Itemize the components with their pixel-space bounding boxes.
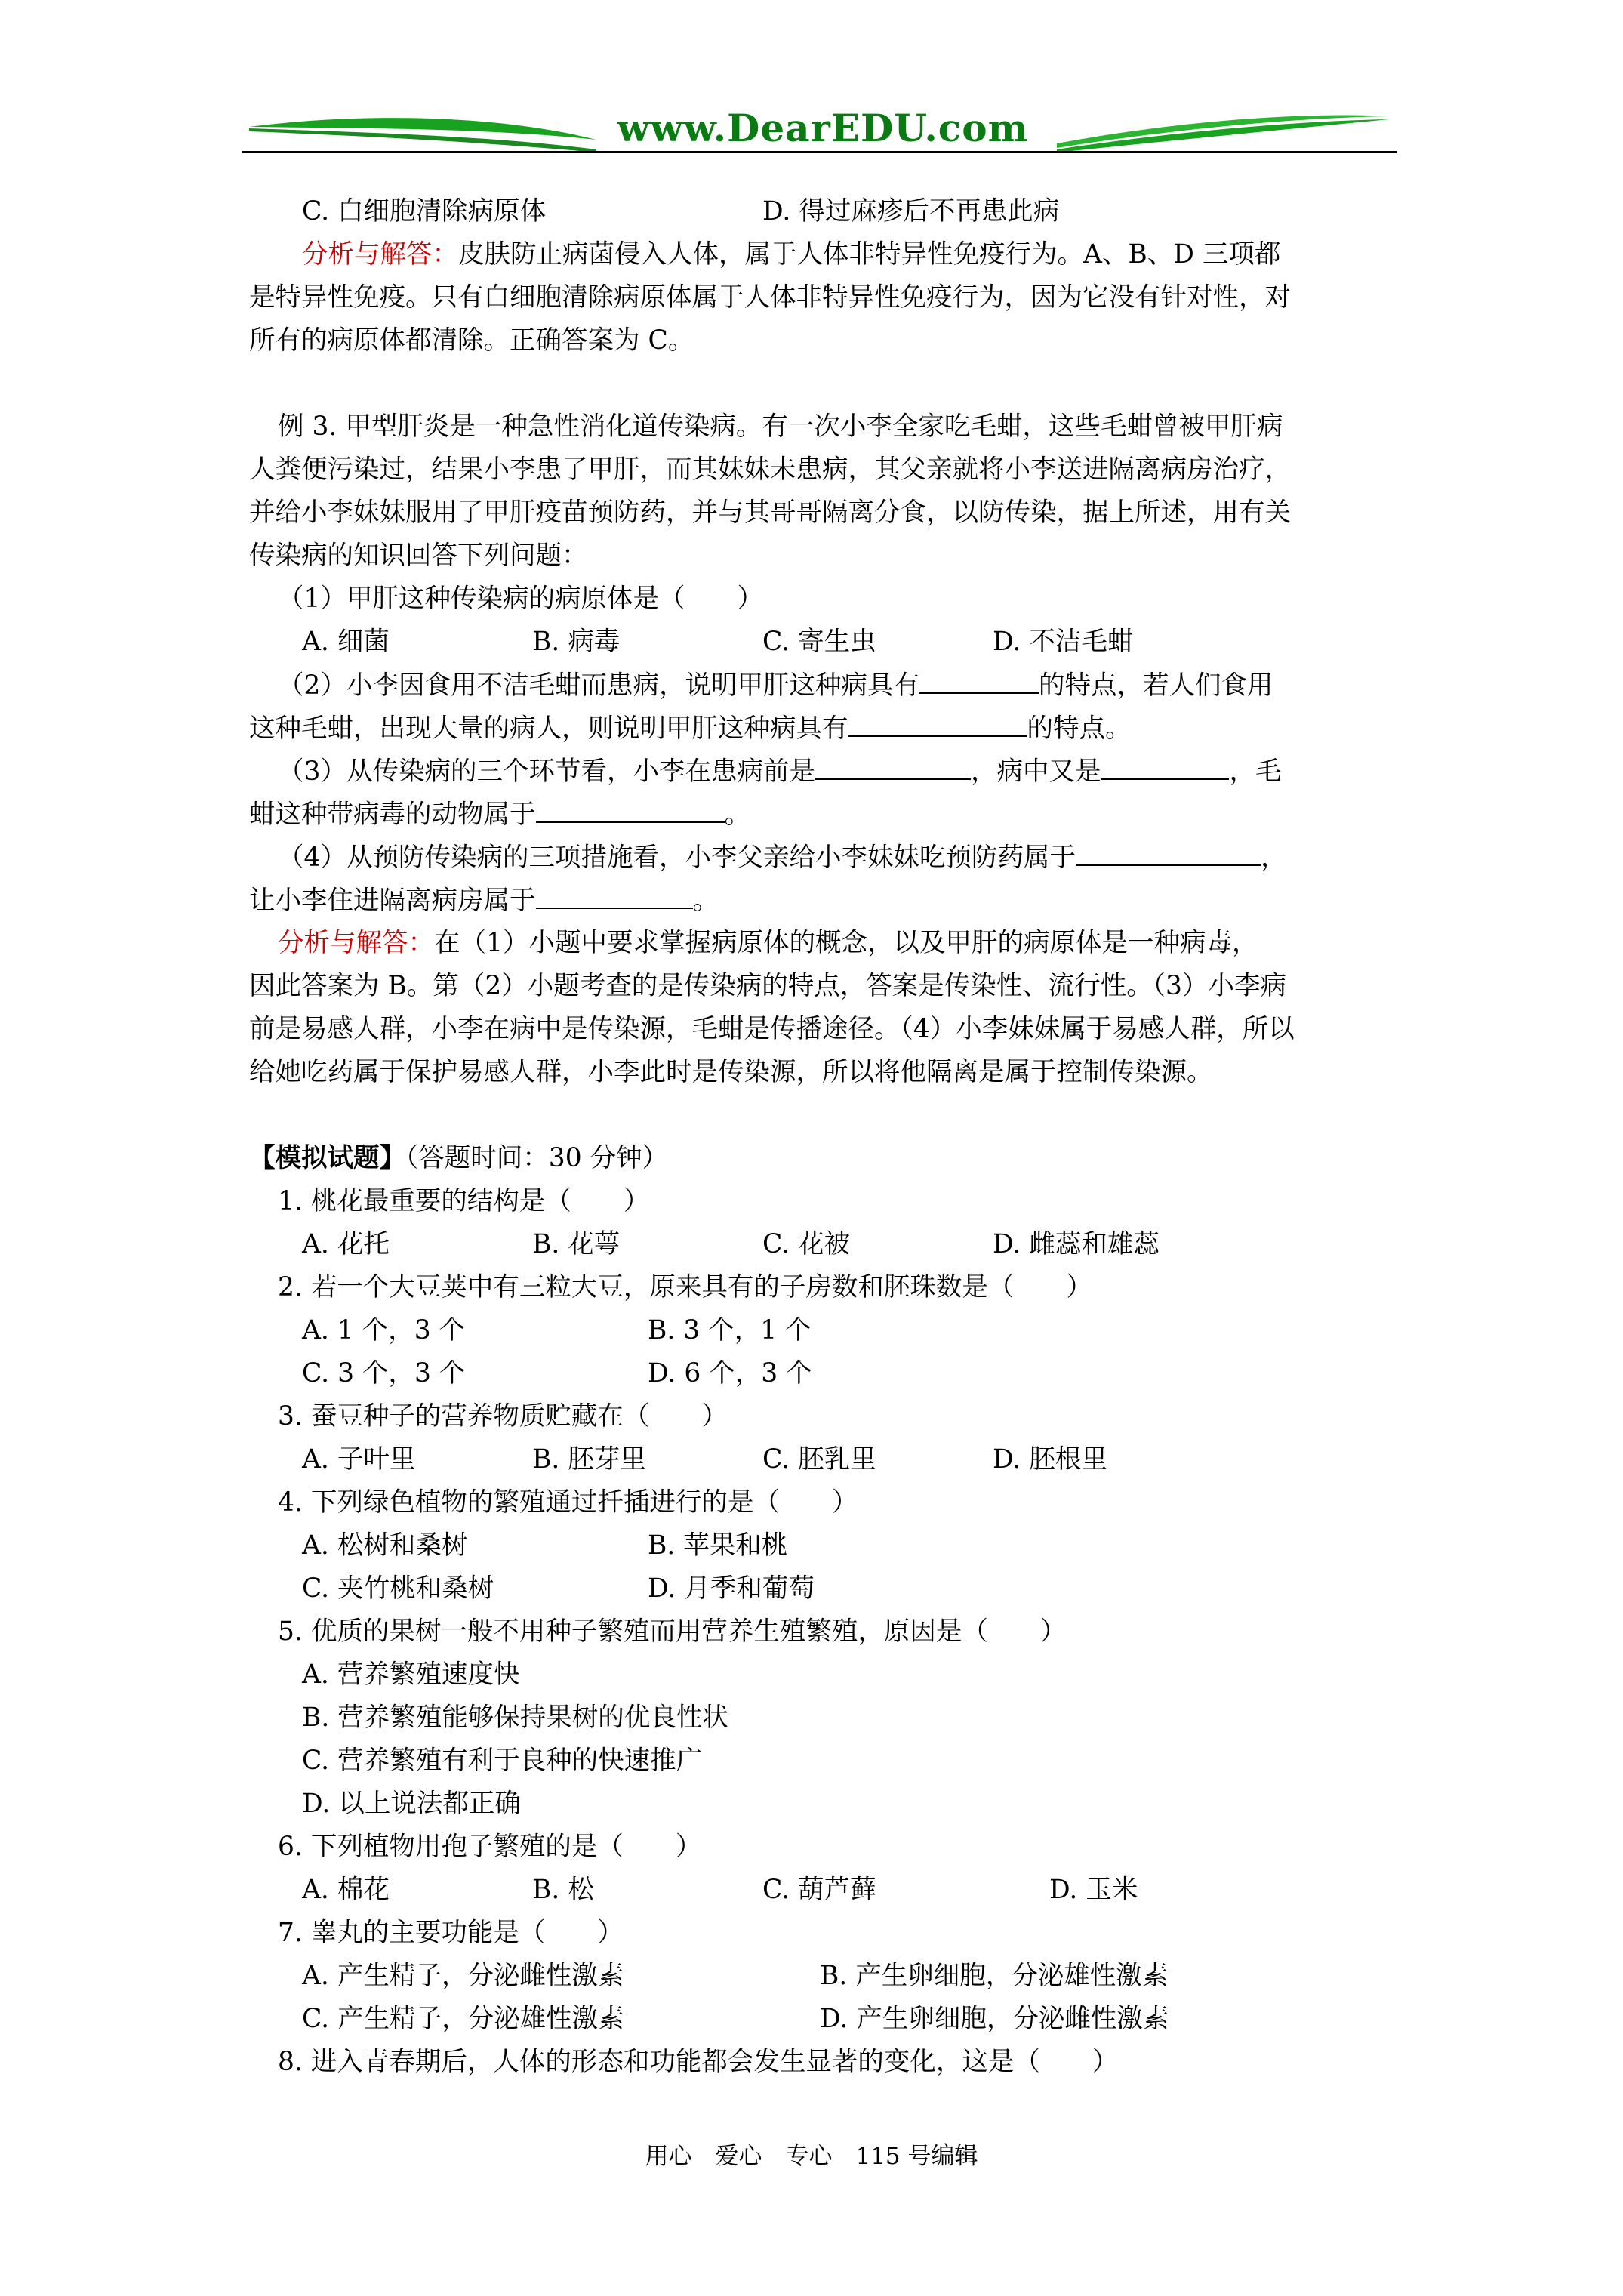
question-options xyxy=(249,1438,1397,1481)
option: A. 松树和桑树 xyxy=(302,1530,468,1561)
question-stem: 8. 进入青春期后，人体的形态和功能都会发生显著的变化，这是（ ） xyxy=(278,2047,1119,2077)
question-options xyxy=(249,1352,1397,1395)
option: D. 产生卵细胞，分泌雌性激素 xyxy=(820,2004,1169,2034)
question-options xyxy=(249,1567,1397,1610)
paragraph-line xyxy=(249,707,1397,750)
option: C. 胚乳里 xyxy=(762,1444,876,1475)
section-heading xyxy=(249,1137,1397,1180)
option: D. 月季和葡萄 xyxy=(648,1573,815,1604)
option: A. 子叶里 xyxy=(302,1444,416,1475)
document-body xyxy=(249,190,1397,2084)
question-stem xyxy=(249,664,1397,707)
text: （4）从预防传染病的三项措施看，小李父亲给小李妹妹吃预防药属于 xyxy=(278,843,1076,873)
option: A. 棉花 xyxy=(302,1875,390,1905)
question-options xyxy=(249,1309,1397,1352)
question-stem xyxy=(249,750,1397,793)
question-options xyxy=(249,1998,1397,2041)
option: A. 1 个，3 个 xyxy=(302,1315,466,1345)
option: B. 胚芽里 xyxy=(532,1444,646,1475)
section-heading-bold: 【模拟试题】 xyxy=(249,1143,405,1173)
example2-analysis-line xyxy=(249,233,1397,276)
analysis-text: 皮肤防止病菌侵入人体，属于人体非特异性免疫行为。A、B、D 三项都 xyxy=(458,239,1281,270)
question-stem xyxy=(249,836,1397,879)
option: B. 产生卵细胞，分泌雄性激素 xyxy=(820,1961,1169,1991)
option-d: D. 得过麻疹后不再患此病 xyxy=(762,196,1060,227)
text: ，病中又是 xyxy=(970,757,1101,787)
example3-analysis-line xyxy=(249,922,1397,965)
option: B. 苹果和桃 xyxy=(648,1530,788,1561)
option: D. 雌蕊和雄蕊 xyxy=(993,1229,1160,1259)
option: B. 病毒 xyxy=(532,627,621,657)
page-header xyxy=(242,106,1397,166)
option: A. 营养繁殖速度快 xyxy=(302,1660,520,1690)
spacer xyxy=(249,1094,1397,1137)
option: B. 3 个，1 个 xyxy=(648,1315,812,1345)
option: C. 3 个，3 个 xyxy=(302,1358,466,1388)
option: C. 寄生虫 xyxy=(762,627,876,657)
option: D. 6 个，3 个 xyxy=(648,1358,812,1388)
text: ，毛 xyxy=(1229,757,1282,787)
option: D. 以上说法都正确 xyxy=(302,1789,521,1819)
paragraph-line: 是特异性免疫。只有白细胞清除病原体属于人体非特异性免疫行为，因为它没有针对性，对 xyxy=(249,282,1291,313)
option: C. 葫芦藓 xyxy=(762,1875,876,1905)
text: （3）从传染病的三个环节看，小李在患病前是 xyxy=(278,757,815,787)
question-stem: 2. 若一个大豆荚中有三粒大豆，原来具有的子房数和胚珠数是（ ） xyxy=(278,1272,1092,1302)
answer-blank[interactable] xyxy=(919,664,1039,694)
question-options xyxy=(249,1869,1397,1912)
option: C. 花被 xyxy=(762,1229,851,1259)
answer-blank[interactable] xyxy=(536,879,693,909)
option: B. 松 xyxy=(532,1875,594,1905)
question-stem: （1）甲肝这种传染病的病原体是（ ） xyxy=(278,584,763,614)
paragraph-line xyxy=(249,879,1397,922)
example3-title-line: 例 3. 甲型肝炎是一种急性消化道传染病。有一次小李全家吃毛蚶，这些毛蚶曾被甲肝病 xyxy=(278,411,1283,442)
answer-blank[interactable] xyxy=(1101,750,1229,780)
answer-blank[interactable] xyxy=(815,750,971,780)
page-footer: 用心 爱心 专心 115 号编辑 xyxy=(645,2143,978,2170)
text: 蚶这种带病毒的动物属于 xyxy=(249,800,536,830)
text: 的特点，若人们食用 xyxy=(1038,670,1273,701)
question-stem: 3. 蚕豆种子的营养物质贮藏在（ ） xyxy=(278,1401,728,1432)
option: A. 花托 xyxy=(302,1229,390,1259)
analysis-label: 分析与解答： xyxy=(278,928,434,958)
text: ， xyxy=(1260,843,1287,873)
paragraph-line: 人粪便污染过，结果小李患了甲肝，而其妹妹未患病，其父亲就将小李送进隔离病房治疗， xyxy=(249,455,1291,485)
paragraph-line: 因此答案为 B。第（2）小题考查的是传染病的特点，答案是传染性、流行性。（3）小李病 xyxy=(249,971,1286,1001)
text: 这种毛蚶，出现大量的病人，则说明甲肝这种病具有 xyxy=(249,713,848,744)
spacer xyxy=(249,362,1397,405)
question-stem: 5. 优质的果树一般不用种子繁殖而用营养生殖繁殖，原因是（ ） xyxy=(278,1616,1067,1647)
question-options xyxy=(249,1524,1397,1567)
option: D. 玉米 xyxy=(1049,1875,1138,1905)
question-options xyxy=(249,1223,1397,1266)
answer-blank[interactable] xyxy=(536,793,725,823)
analysis-label: 分析与解答： xyxy=(302,239,458,270)
section-heading-rest: （答题时间：30 分钟） xyxy=(405,1143,669,1173)
option: B. 营养繁殖能够保持果树的优良性状 xyxy=(302,1703,728,1733)
question-stem: 7. 睾丸的主要功能是（ ） xyxy=(278,1918,624,1948)
example2-options xyxy=(249,190,1397,233)
question-options xyxy=(249,1955,1397,1998)
answer-blank[interactable] xyxy=(848,707,1027,737)
paragraph-line: 前是易感人群，小李在病中是传染源，毛蚶是传播途径。（4）小李妹妹属于易感人群，所以 xyxy=(249,1014,1295,1044)
option: D. 胚根里 xyxy=(993,1444,1107,1475)
site-logo-text: www.DearEDU.com xyxy=(617,106,1029,150)
text: 让小李住进隔离病房属于 xyxy=(249,886,536,916)
text: 的特点。 xyxy=(1027,713,1132,744)
question-stem: 6. 下列植物用孢子繁殖的是（ ） xyxy=(278,1832,702,1862)
paragraph-line: 传染病的知识回答下列问题： xyxy=(249,541,588,571)
text: （2）小李因食用不洁毛蚶而患病，说明甲肝这种病具有 xyxy=(278,670,919,701)
question-stem: 1. 桃花最重要的结构是（ ） xyxy=(278,1186,650,1216)
paragraph-line xyxy=(249,793,1397,836)
option: C. 营养繁殖有利于良种的快速推广 xyxy=(302,1746,703,1776)
header-rule xyxy=(242,151,1397,153)
answer-blank[interactable] xyxy=(1076,836,1261,866)
question-stem: 4. 下列绿色植物的繁殖通过扦插进行的是（ ） xyxy=(278,1487,858,1518)
option: C. 夹竹桃和桑树 xyxy=(302,1573,494,1604)
option: A. 细菌 xyxy=(302,627,390,657)
paragraph-line: 给她吃药属于保护易感人群，小李此时是传染源，所以将他隔离是属于控制传染源。 xyxy=(249,1057,1213,1087)
option: B. 花萼 xyxy=(532,1229,621,1259)
option: A. 产生精子，分泌雌性激素 xyxy=(302,1961,624,1991)
option-c: C. 白细胞清除病原体 xyxy=(302,196,547,227)
text: 。 xyxy=(724,800,750,830)
question-options xyxy=(249,621,1397,664)
paragraph-line: 并给小李妹妹服用了甲肝疫苗预防药，并与其哥哥隔离分食，以防传染，据上所述，用有关 xyxy=(249,498,1291,528)
text: 。 xyxy=(692,886,719,916)
analysis-text: 在（1）小题中要求掌握病原体的概念，以及甲肝的病原体是一种病毒， xyxy=(434,928,1258,958)
option: C. 产生精子，分泌雄性激素 xyxy=(302,2004,624,2034)
paragraph-line: 所有的病原体都清除。正确答案为 C。 xyxy=(249,325,694,356)
option: D. 不洁毛蚶 xyxy=(993,627,1134,657)
